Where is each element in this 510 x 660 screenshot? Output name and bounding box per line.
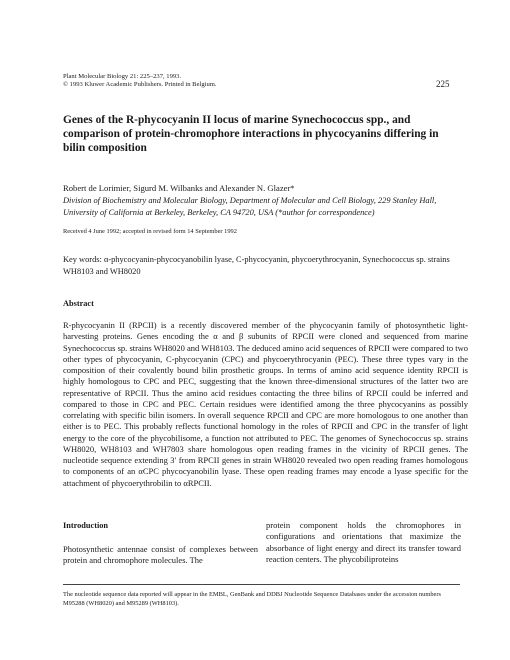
article-title: Genes of the R-phycocyanin II locus of marine Synechococcus spp., and comparison of protein-chromophore interactions in phycocyanins differing in bilin composition bbox=[63, 114, 439, 154]
article-authors: Robert de Lorimier, Sigurd M. Wilbanks and Alexander N. Glazer* bbox=[63, 183, 295, 193]
accession-footnote: The nucleotide sequence data reported will appear in the EMBL, GenBank and DDBJ Nucleotide Sequence Databases under the accession numbers M95288 (WH8020) and M95289 (WH8103). bbox=[63, 591, 441, 607]
copyright-line: © 1993 Kluwer Academic Publishers. Printed in Belgium. bbox=[63, 81, 217, 88]
author-affiliation: Division of Biochemistry and Molecular Biology, Department of Molecular and Cell Biology, 229 Stanley Hall, University of California at Berkeley, Berkeley, CA 94720, USA (*author for correspondence) bbox=[63, 196, 437, 217]
introduction-text-column-2: protein component holds the chromophores in configurations and orientations that maximize the absorbance of light energy and direct its transfer toward reaction centers. The phycobiliproteins bbox=[266, 520, 461, 564]
page-number: 225 bbox=[436, 79, 450, 89]
introduction-text-column-1: Photosynthetic antennae consist of complexes between protein and chromophore molecules. The bbox=[63, 544, 258, 566]
footnote-divider bbox=[63, 584, 460, 585]
introduction-heading: Introduction bbox=[63, 521, 109, 530]
received-dates: Received 4 June 1992; accepted in revised form 14 September 1992 bbox=[63, 228, 237, 235]
keywords: Key words: α-phycocyanin-phycocyanobilin lyase, C-phycocyanin, phycoerythrocyanin, Synechococcus sp. strains WH8103 and WH8020 bbox=[63, 255, 450, 276]
abstract-heading: Abstract bbox=[63, 299, 94, 308]
journal-citation: Plant Molecular Biology 21: 225–237, 1993. bbox=[63, 73, 182, 80]
abstract-text: R-phycocyanin II (RPCII) is a recently discovered member of the phycocyanin family of photosynthetic light-harvesting proteins. Genes encoding the α and β subunits of RPCII were cloned and sequenced from marine Synechococcus sp. strains WH8020 and WH8103. The deduced amino acid sequences of RPCII were compared to two other types of phycocyanin, C-phycocyanin (CPC) and phycoerythrocyanin (PEC). These three types vary in the composition of their covalently bound bilin prosthetic groups. In terms of amino acid sequence identity RPCII is highly homologous to CPC and PEC, suggesting that the known three-dimensional structures of the latter two are representative of RPCII. Thus the amino acid residues contacting the three bilins of RPCII could be inferred and compared to those in CPC and PEC. Certain residues were identified among the three phycocyanins as possibly correlating with specific bilin isomers. In overall sequence RPCII and CPC are more homologous to one another than either is to PEC. This probably reflects functional homology in the roles of RPCII and CPC in the transfer of light energy to the core of the phycobilisome, a function not attributed to PEC. The genomes of Synechococcus sp. strains WH8020, WH8103 and WH7803 share homologous open reading frames in the vicinity of RPCII genes. The nucleotide sequence extending 3′ from RPCII genes in strain WH8020 revealed two open reading frames homologous to components of an αCPC phycocyanobilin lyase. These open reading frames may encode a lyase specific for the attachment of phycoerythrobilin to αRPCII. bbox=[63, 320, 468, 488]
